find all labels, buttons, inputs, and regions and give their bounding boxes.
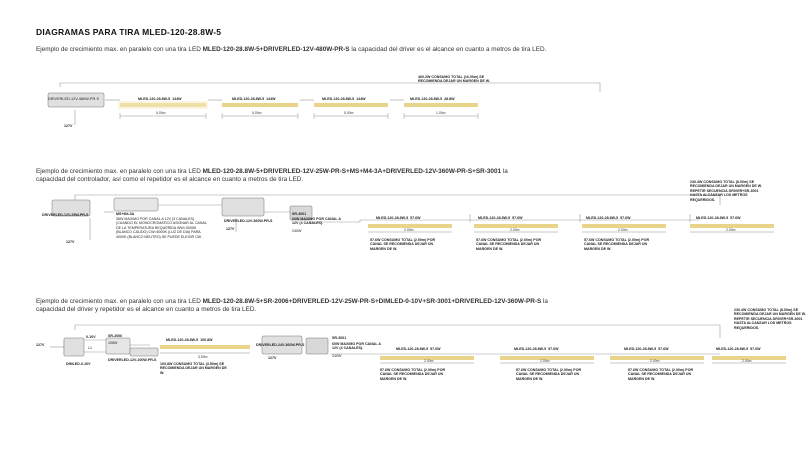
d2-strip4-label: MLED-120-28.8W-5 57.6W [696, 216, 741, 220]
d2-ms-controller [114, 198, 158, 211]
d3-total-note: 230.4W CONSUMO TOTAL (8.00m) SE RECOMIENDA DEJAR UN MARGEN DE W. REPETIR SECUENCIA DRIVER+SR-3001 HASTA ALCANZAR LOS METROS REQUERIDOS. [734, 308, 806, 330]
d3-sr3001 [306, 338, 328, 354]
d3-note3: 57.6W CONSUMO TOTAL (2.00m) POR CANAL SE RECOMIENDA DEJAR UN MARGEN DE W. [628, 368, 694, 381]
d2-strip3-label: MLED-120-28.8W-5 57.6W [586, 216, 631, 220]
d3-len3: 2.00m [650, 359, 660, 363]
d3-strip1-label: MLED-120-28.8W-5 57.6W [396, 347, 441, 351]
d1-len4: 1.00m [436, 111, 446, 115]
d3-len2: 2.00m [540, 359, 550, 363]
d3-dimled [64, 338, 84, 356]
d3-note1: 57.6W CONSUMO TOTAL (2.00m) POR CANAL SE RECOMIENDA DEJAR UN MARGEN DE W. [380, 368, 446, 381]
d3-dim-label: 0-10V [86, 335, 96, 339]
d2-strip1-label: MLED-120-28.8W-5 57.6W [376, 216, 421, 220]
d2-note3: 57.6W CONSUMO TOTAL (2.00m) POR CANAL SE RECOMIENDA DEJAR UN MARGEN DE W. [584, 238, 650, 251]
d1-driver-label: DRIVERLED-12V-480W-PR-S [48, 97, 99, 101]
d2-len1: 2.00m [404, 228, 414, 232]
d2-sr-label: SR-3001 [292, 212, 307, 216]
d1-strip1-label: MLED-120-28.8W-5 144W [138, 97, 182, 101]
d2-sr-text: 60W MAXIMO POR CANAL A 12V (4 CANALES). [292, 217, 341, 226]
d1-len3: 5.00m [344, 111, 354, 115]
d1-strip2-label: MLED-120-28.8W-5 144W [232, 97, 276, 101]
diagram3-description: Ejemplo de crecimiento max. en paralelo con una tira LED MLED-120-28.8W-5+SR-2006+DRIVERLED-12V-25W-PR-S+DIMLED-0-10V+SR-3001+DRIVERLED-12V-360W-PR-S la capacidad del driver y repetidor es el alcance en cuanto a metros de tira LED. [36, 298, 548, 313]
d2-ms-title: MS+M4-3A [116, 212, 135, 216]
d3-strip3-label: MLED-120-28.8W-5 57.6W [624, 347, 669, 351]
d3-sr2006-w: 108W [108, 341, 118, 345]
d3-dimled-label: DIMLED-0-10V [66, 362, 91, 366]
d1-voltage: 127V [64, 124, 73, 128]
d1-len1: 5.00m [156, 111, 166, 115]
d2-driver-big [222, 198, 264, 216]
d3-driver-small [130, 348, 158, 356]
d2-len3: 2.00m [618, 228, 628, 232]
d2-note1: 57.6W CONSUMO TOTAL (2.00m) POR CANAL SE RECOMIENDA DEJAR UN MARGEN DE W. [370, 238, 436, 251]
d2-strips [368, 224, 774, 228]
d3-first-len: 3.50m [198, 355, 208, 359]
d2-driver-big-label: DRIVERLED-12V-360W-PR-S [224, 219, 273, 223]
diagram1-description: Ejemplo de crecimiento max. en paralelo con una tira LED MLED-120-28.8W-5+DRIVERLED-12V-480W-PR-S la capacidad del driver es el alcance en cuanto a metros de tira LED. [36, 46, 547, 53]
d3-len1: 2.00m [424, 359, 434, 363]
d3-strips [160, 345, 786, 360]
d3-dim-l1: L1 [88, 346, 92, 350]
d3-driver-small-label: DRIVERLED-12V-100W-PR-S [108, 358, 157, 362]
d1-strips [118, 101, 478, 109]
d2-total-note: 230.4W CONSUMO TOTAL (8.00m) SE RECOMIENDA DEJAR UN MARGEN DE W. REPETIR SECUENCIA DRIVER+SR-3001 HASTA ALCANZAR LOS METROS REQUERIDOS. [690, 180, 762, 202]
d2-strip2-label: MLED-120-28.8W-5 57.6W [478, 216, 523, 220]
d3-len4: 2.00m [742, 359, 752, 363]
d1-strip3-label: MLED-120-28.8W-5 144W [322, 97, 366, 101]
page-title: DIAGRAMAS PARA TIRA MLED-120-28.8W-5 [36, 27, 222, 37]
d2-voltage-a: 127V [66, 240, 75, 244]
d1-strip4-label: MLED-120-28.8W-5 28.8W [410, 97, 455, 101]
d2-voltage-b: 127V [226, 227, 235, 231]
d3-note2: 57.6W CONSUMO TOTAL (2.00m) POR CANAL SE RECOMIENDA DEJAR UN MARGEN DE W. [516, 368, 582, 381]
d3-sr2006-label: SR-2006 [108, 334, 123, 338]
d2-note2: 57.6W CONSUMO TOTAL (2.00m) POR CANAL SE RECOMIENDA DEJAR UN MARGEN DE W. [476, 238, 542, 251]
d2-driver-small-label: DRIVERLED-12V-25W-PR-S [42, 213, 89, 217]
d2-len2: 2.00m [510, 228, 520, 232]
d2-len4: 2.00m [726, 228, 736, 232]
d2-sr-v: 240W [292, 229, 302, 233]
d3-first-strip-label: MLED-120-28.8W-5 100.8W [166, 338, 213, 342]
d2-ms-text: 36W MAXIMO POR CANAL A 12V (3 CANALES). (CUANDO EL MONOCROMATICO ASIGNAR AL CANAL DE LA TEMPERATURA REQUERIDA WW=3000K (BLANCO CALIDO) CW=6000K (LUZ DE DIA) PARA 4000K (BLANCO NEUTRO) SE PUEDE ELEGIR CW. [116, 217, 207, 239]
d3-sr-v: 240W [332, 354, 342, 358]
diagram2-description: Ejemplo de crecimiento max. en paralelo con una tira LED MLED-120-28.8W-5+DRIVERLED-12V-25W-PR-S+MS+M4-3A+DRIVERLED-12V-360W-PR-S+SR-3001 la capacidad del controlador, así como el repetidor es el alcance en cuanto a metros de tira LED. [36, 168, 508, 183]
d3-voltage-b: 127V [268, 356, 277, 360]
d3-driver-big-label: DRIVERLED-24V-360W-PR-S [256, 343, 305, 347]
d1-len2: 5.00m [252, 111, 262, 115]
d3-sr-text: 60W MAXIMO POR CANAL A 12V (4 CANALES). [332, 342, 381, 351]
d3-strip2-label: MLED-120-28.8W-5 57.6W [514, 347, 559, 351]
d3-sr-label: SR-3001 [332, 336, 347, 340]
d3-first-note: 100.8W CONSUMO TOTAL (3.50m) SE RECOMIENDA DEJAR UN MARGEN DE W. [160, 362, 227, 375]
d1-total-note: 460.2W CONSUMO TOTAL (16.00m) SE RECOMIENDA DEJAR UN MARGEN DE W. [418, 75, 490, 84]
d3-voltage-a: 127V [36, 343, 45, 347]
d3-strip4-label: MLED-120-28.8W-5 57.6W [716, 347, 761, 351]
